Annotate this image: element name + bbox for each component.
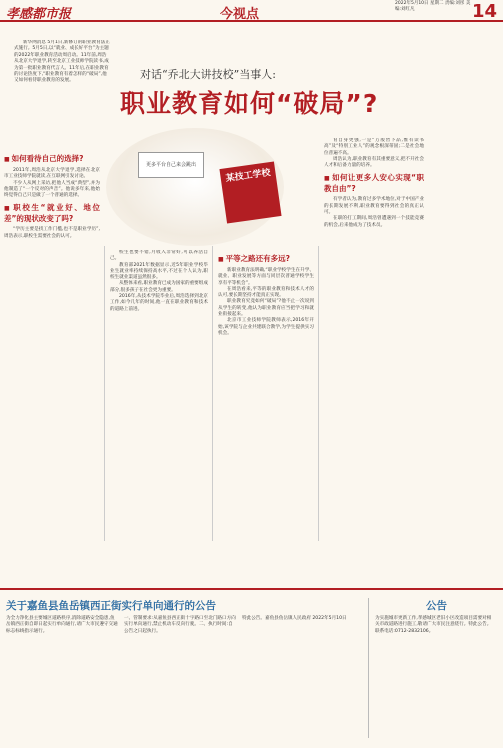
notice-title: 公告 xyxy=(426,600,447,612)
notice-title: 关于嘉鱼县鱼岳镇西正街实行单向通行的公告 xyxy=(6,600,216,612)
headline: 职业教育如何“破局”? xyxy=(120,89,379,118)
paragraph: 有学者认为,教育过多学术地位,对于中国产业的长期发展不利,职业教育要得到社会的真正认可。 xyxy=(324,197,424,216)
notice-right xyxy=(368,598,498,738)
photo-sign: 更多平台自己来会跳出 xyxy=(138,152,204,178)
masthead xyxy=(0,0,503,22)
paragraph: 新职业教育法明确,“职业学校学生在升学、就业、职业发展等方面与同层次普通学校学生享有平等机会”。 xyxy=(218,268,314,286)
subhead: ■ 如何看待自己的选择? xyxy=(4,154,100,165)
subhead: ■ 平等之路还有多远? xyxy=(218,254,314,265)
divider xyxy=(212,246,213,541)
paragraph: 育自身更强,一是“万般皆下品,惟有读书高”及“特别工业人”的观念根深蒂固;二是社会地位普遍不高。 xyxy=(324,138,424,156)
column-4 xyxy=(324,138,424,578)
issue-meta: 2022年5月10日 星期二 责编:刘彤 美编:刘红凡 xyxy=(395,1,471,12)
subhead: ■ 职校生“就业好、地位差”的现状改变了吗? xyxy=(4,203,100,224)
paragraph: “学历主要是找工作门槛,也不是职业学历”,周浩表示,职校生需要社会的认可。 xyxy=(4,227,100,239)
column-3 xyxy=(218,250,314,580)
paragraph: 从整体来看,职业教育已成为国家的重要组成部分,很多孩子在社会更为重要。 xyxy=(110,281,208,293)
subhead: ■ 如何让更多人安心实现“职教自由”? xyxy=(324,173,424,194)
paragraph: 不少人从网上采访,把他人当成“典型”,并为他制造了“一个反对的声音”。他说多年来,他始终觉得自己只是做了一个普通的选择。 xyxy=(4,180,100,199)
lead-paragraph: 新华网消息 5月1日,新修订的职业教育法正式施行。5月5日,以“就业、成长好平台”为主题的2022年职业教育活动周启动。11年前,周浩从北京大学退学,转至北京工业技师学院读书,成为第一批职业教育代言人。11年后,在职业教育的讨论热度下,“职业教育有着怎样的“破局”,他又如何看待职业教育的发展。 xyxy=(14,40,110,84)
section-title: 今视点 xyxy=(220,7,260,22)
paragraph: 2011年,周浩从北京大学退学,选择在北京市工业技师学院就读,在互联网引发讨论。 xyxy=(4,168,100,180)
divider xyxy=(318,246,319,541)
page-number: 14 xyxy=(471,1,497,22)
kicker: 对话“乔北大讲技校”当事人: xyxy=(140,68,276,81)
paragraph: 职业教育究竟如何“破局”?他不止一次说到从学生的转变,他认为职业教育应当把学习和就业衔接起来。 xyxy=(218,299,314,318)
paragraph: 校生也要不错,月收入非常好,可以养活自己。 xyxy=(110,250,208,262)
paragraph: 教育部2021年数据显示,近5年职业学校毕业生就业率持续保持高水平,不过在个人认为,职校生就业渠道虽然很多。 xyxy=(110,262,208,281)
photo-tag: 某技工学校 xyxy=(219,161,281,223)
paragraph: 在职的打工期间,周浩曾遭遇到一个技能竞赛的机会,后来他成为了技术员。 xyxy=(324,216,424,228)
divider xyxy=(104,246,105,541)
paragraph: 2016年,从技术学院毕业后,周浩选择到北京工作,如今几年的时间,他一直在职业教育和技术的道路上前进。 xyxy=(110,294,208,312)
column-2 xyxy=(110,250,208,580)
paragraph: 北京市工业技师学院教师表示,2016年开始,该学院与企业共建联合教学,为学生提供实习机会。 xyxy=(218,318,314,336)
notice-column: 为全力净化县主要城区道路秩序,消除道路安全隐患,鱼岳镇西正街自即日起实行单向通行,请广大市民遵守交通标志标线指示通行。 xyxy=(6,616,118,634)
notice-body: 为实施城市更新工作,孝感城区老旧小区改造项目需要对相关市政道路进行施工,敬请广大市民注意绕行。特此公告。联系电话:0712-2832106。 xyxy=(375,616,492,634)
paper-name: 孝感都市报 xyxy=(6,7,72,22)
column-1 xyxy=(4,150,100,570)
paragraph: 周浩认为,职业教育有其重要意义,把不开社会人才和后备力量的培养。 xyxy=(324,156,424,169)
notice-left xyxy=(6,598,356,738)
ads-section xyxy=(0,588,503,748)
paragraph: 在周浩看来,平等的职业教育和技术人才的认可,要长期坚持才能真正实现。 xyxy=(218,286,314,299)
notice-column: 一、管制要求:从嘉鱼县西正街十字路口至北门路口方向实行单向通行,禁止机动车反向行驶。二、执行时间:自公告之日起执行。 xyxy=(124,616,236,634)
notice-column: 特此公告。嘉鱼县鱼岳镇人民政府 2022年5月10日 xyxy=(242,616,347,621)
